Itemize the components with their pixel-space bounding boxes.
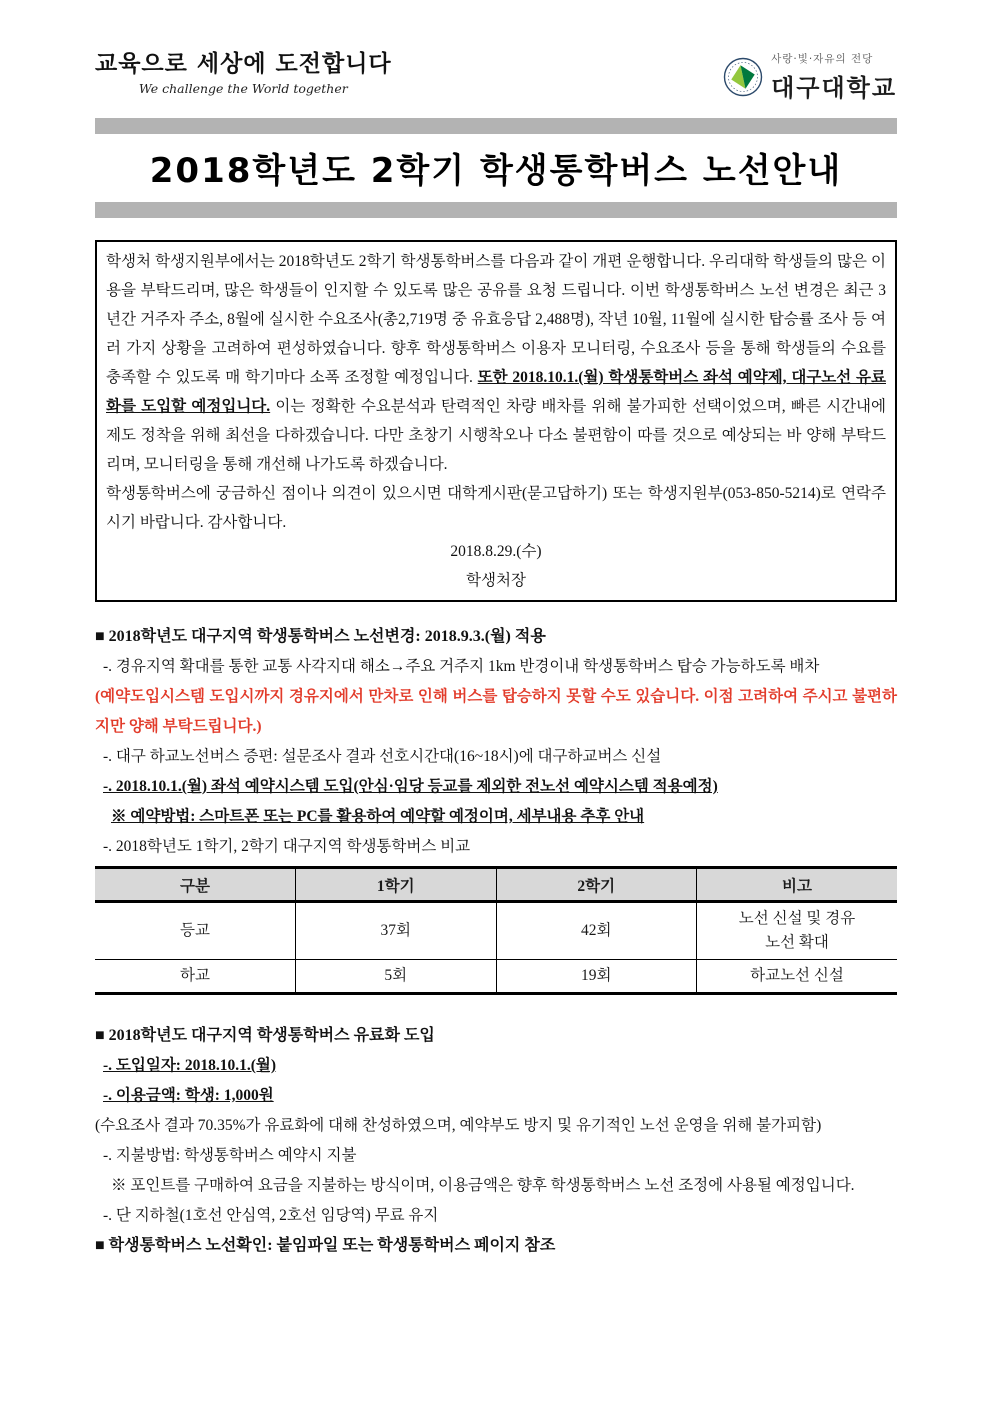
university-name: 대구대학교	[771, 74, 897, 102]
section-route-change	[95, 622, 897, 862]
notice-date: 2018.8.29.(수)	[450, 543, 542, 560]
notice-box	[95, 240, 897, 602]
cell-semester2: 42회	[496, 902, 697, 960]
route-change-warning: (예약도입시스템 도입시까지 경유지에서 만차로 인해 버스를 탑승하지 못할 수도 있습니다. 이점 고려하여 주시고 불편하지만 양해 부탁드립니다.)	[95, 688, 897, 735]
paid-service-heading: ■ 2018학년도 대구지역 학생통학버스 유료화 도입	[95, 1027, 435, 1044]
route-change-item-reservation-method: ※ 예약방법: 스마트폰 또는 PC를 활용하여 예약할 예정이며, 세부내용 추후 안내	[111, 808, 645, 825]
cell-note	[697, 902, 898, 960]
title-bar-top	[95, 118, 897, 134]
paid-item-start-date: -. 도입일자: 2018.10.1.(월)	[103, 1057, 277, 1074]
page-header	[95, 0, 897, 103]
route-change-item-reservation: -. 2018.10.1.(월) 좌석 예약시스템 도입(안심·임당 등교를 제외한 전노선 예약시스템 적용예정)	[103, 778, 718, 795]
slogan-korean: 교육으로 세상에 도전합니다	[95, 51, 392, 77]
cell-category: 등교	[95, 902, 296, 960]
title-section	[95, 118, 897, 218]
notice-p1-emphasis: 또한 2018.10.1.(월) 학생통학버스 좌석 예약제, 대구노선 유료화를 도입할 예정입니다.	[106, 369, 886, 415]
section-paid-service	[95, 1021, 897, 1261]
cell-semester2: 19회	[496, 960, 697, 994]
paid-survey-note: (수요조사 결과 70.35%가 유료화에 대해 찬성하였으며, 예약부도 방지 및 유기적인 노선 운영을 위해 불가피함)	[95, 1117, 822, 1134]
notice-paragraph-1	[106, 247, 886, 479]
slogan-english: We challenge the World together	[138, 81, 348, 96]
col-header-semester1: 1학기	[296, 868, 497, 902]
col-header-semester2: 2학기	[496, 868, 697, 902]
route-change-item-coverage: -. 경유지역 확대를 통한 교통 사각지대 해소→주요 거주지 1km 반경이내 학생통학버스 탑승 가능하도록 배차	[103, 658, 820, 675]
semester-comparison-table	[95, 866, 897, 995]
table-row	[95, 960, 897, 994]
col-header-note: 비고	[697, 868, 898, 902]
notice-signer: 학생처장	[466, 572, 526, 589]
paid-item-point: ※ 포인트를 구매하여 요금을 지불하는 방식이며, 이용금액은 향후 학생통학버스 노선 조정에 사용될 예정입니다.	[111, 1177, 855, 1194]
note-line-1: 노선 신설 및 경유	[738, 910, 856, 927]
note-line-2: 노선 확대	[765, 934, 829, 951]
paid-item-subway: -. 단 지하철(1호선 안심역, 2호선 임당역) 무료 유지	[103, 1207, 439, 1224]
cell-category: 하교	[180, 967, 210, 984]
university-brand	[723, 45, 897, 103]
table-row	[95, 902, 897, 960]
notice-p1-tail: 이는 정확한 수요분석과 탄력적인 차량 배차를 위해 불가피한 선택이었으며, 빠른 시간내에 제도 정착을 위해 최선을 다하겠습니다. 다만 초창기 시행착오나 다소 불편함이 따를 것으로 예상되는 바 양해 부탁드리며, 모니터링을 통해 개선해 나가도록 하겠습니다.	[106, 398, 886, 473]
route-change-item-comparison: -. 2018학년도 1학기, 2학기 대구지역 학생통학버스 비교	[103, 838, 471, 855]
paid-item-fee: -. 이용금액: 학생: 1,000원	[103, 1087, 274, 1104]
title-bar-bottom	[95, 202, 897, 218]
route-change-item-return-bus: -. 대구 하교노선버스 증편: 설문조사 결과 선호시간대(16~18시)에 대구하교버스 신설	[103, 748, 662, 765]
page-title: 2018학년도 2학기 학생통학버스 노선안내	[149, 151, 843, 191]
university-seal-icon	[723, 57, 763, 97]
col-header-category: 구분	[95, 868, 296, 902]
university-wordmark	[771, 51, 897, 103]
brand-tagline: 사랑·빛·자유의 전당	[771, 53, 874, 65]
cell-note: 하교노선 신설	[697, 960, 898, 994]
paid-item-payment: -. 지불방법: 학생통학버스 예약시 지불	[103, 1147, 357, 1164]
notice-paragraph-2: 학생통학버스에 궁금하신 점이나 의견이 있으시면 대학게시판(묻고답하기) 또는 학생지원부(053-850-5214)로 연락주시기 바랍니다. 감사합니다.	[106, 485, 886, 531]
university-slogan	[95, 45, 392, 96]
cell-semester1: 37회	[296, 902, 497, 960]
notice-p1-text: 학생처 학생지원부에서는 2018학년도 2학기 학생통학버스를 다음과 같이 개편 운행합니다. 우리대학 학생들의 많은 이용을 부탁드리며, 많은 학생들이 인지할 수 있도록 많은 공유를 요청 드립니다. 이번 학생통학버스 노선 변경은 최근 3년간 거주자 주소, 8월에 실시한 수요조사(총2,719명 중 유효응답 2,488명), 작년 10월, 11월에 실시한 탑승률 조사 등 여러 가지 상황을 고려하여 편성하였습니다. 향후 학생통학버스 이용자 모니터링, 수요조사 등을 통해 학생들의 수요를 충족할 수 있도록 매 학기마다 소폭 조정할 예정입니다.	[106, 253, 886, 386]
cell-semester1: 5회	[296, 960, 497, 994]
table-header-row	[95, 868, 897, 902]
route-check-heading: ■ 학생통학버스 노선확인: 붙임파일 또는 학생통학버스 페이지 참조	[95, 1237, 556, 1254]
route-change-heading: ■ 2018학년도 대구지역 학생통학버스 노선변경: 2018.9.3.(월) 적용	[95, 628, 546, 645]
